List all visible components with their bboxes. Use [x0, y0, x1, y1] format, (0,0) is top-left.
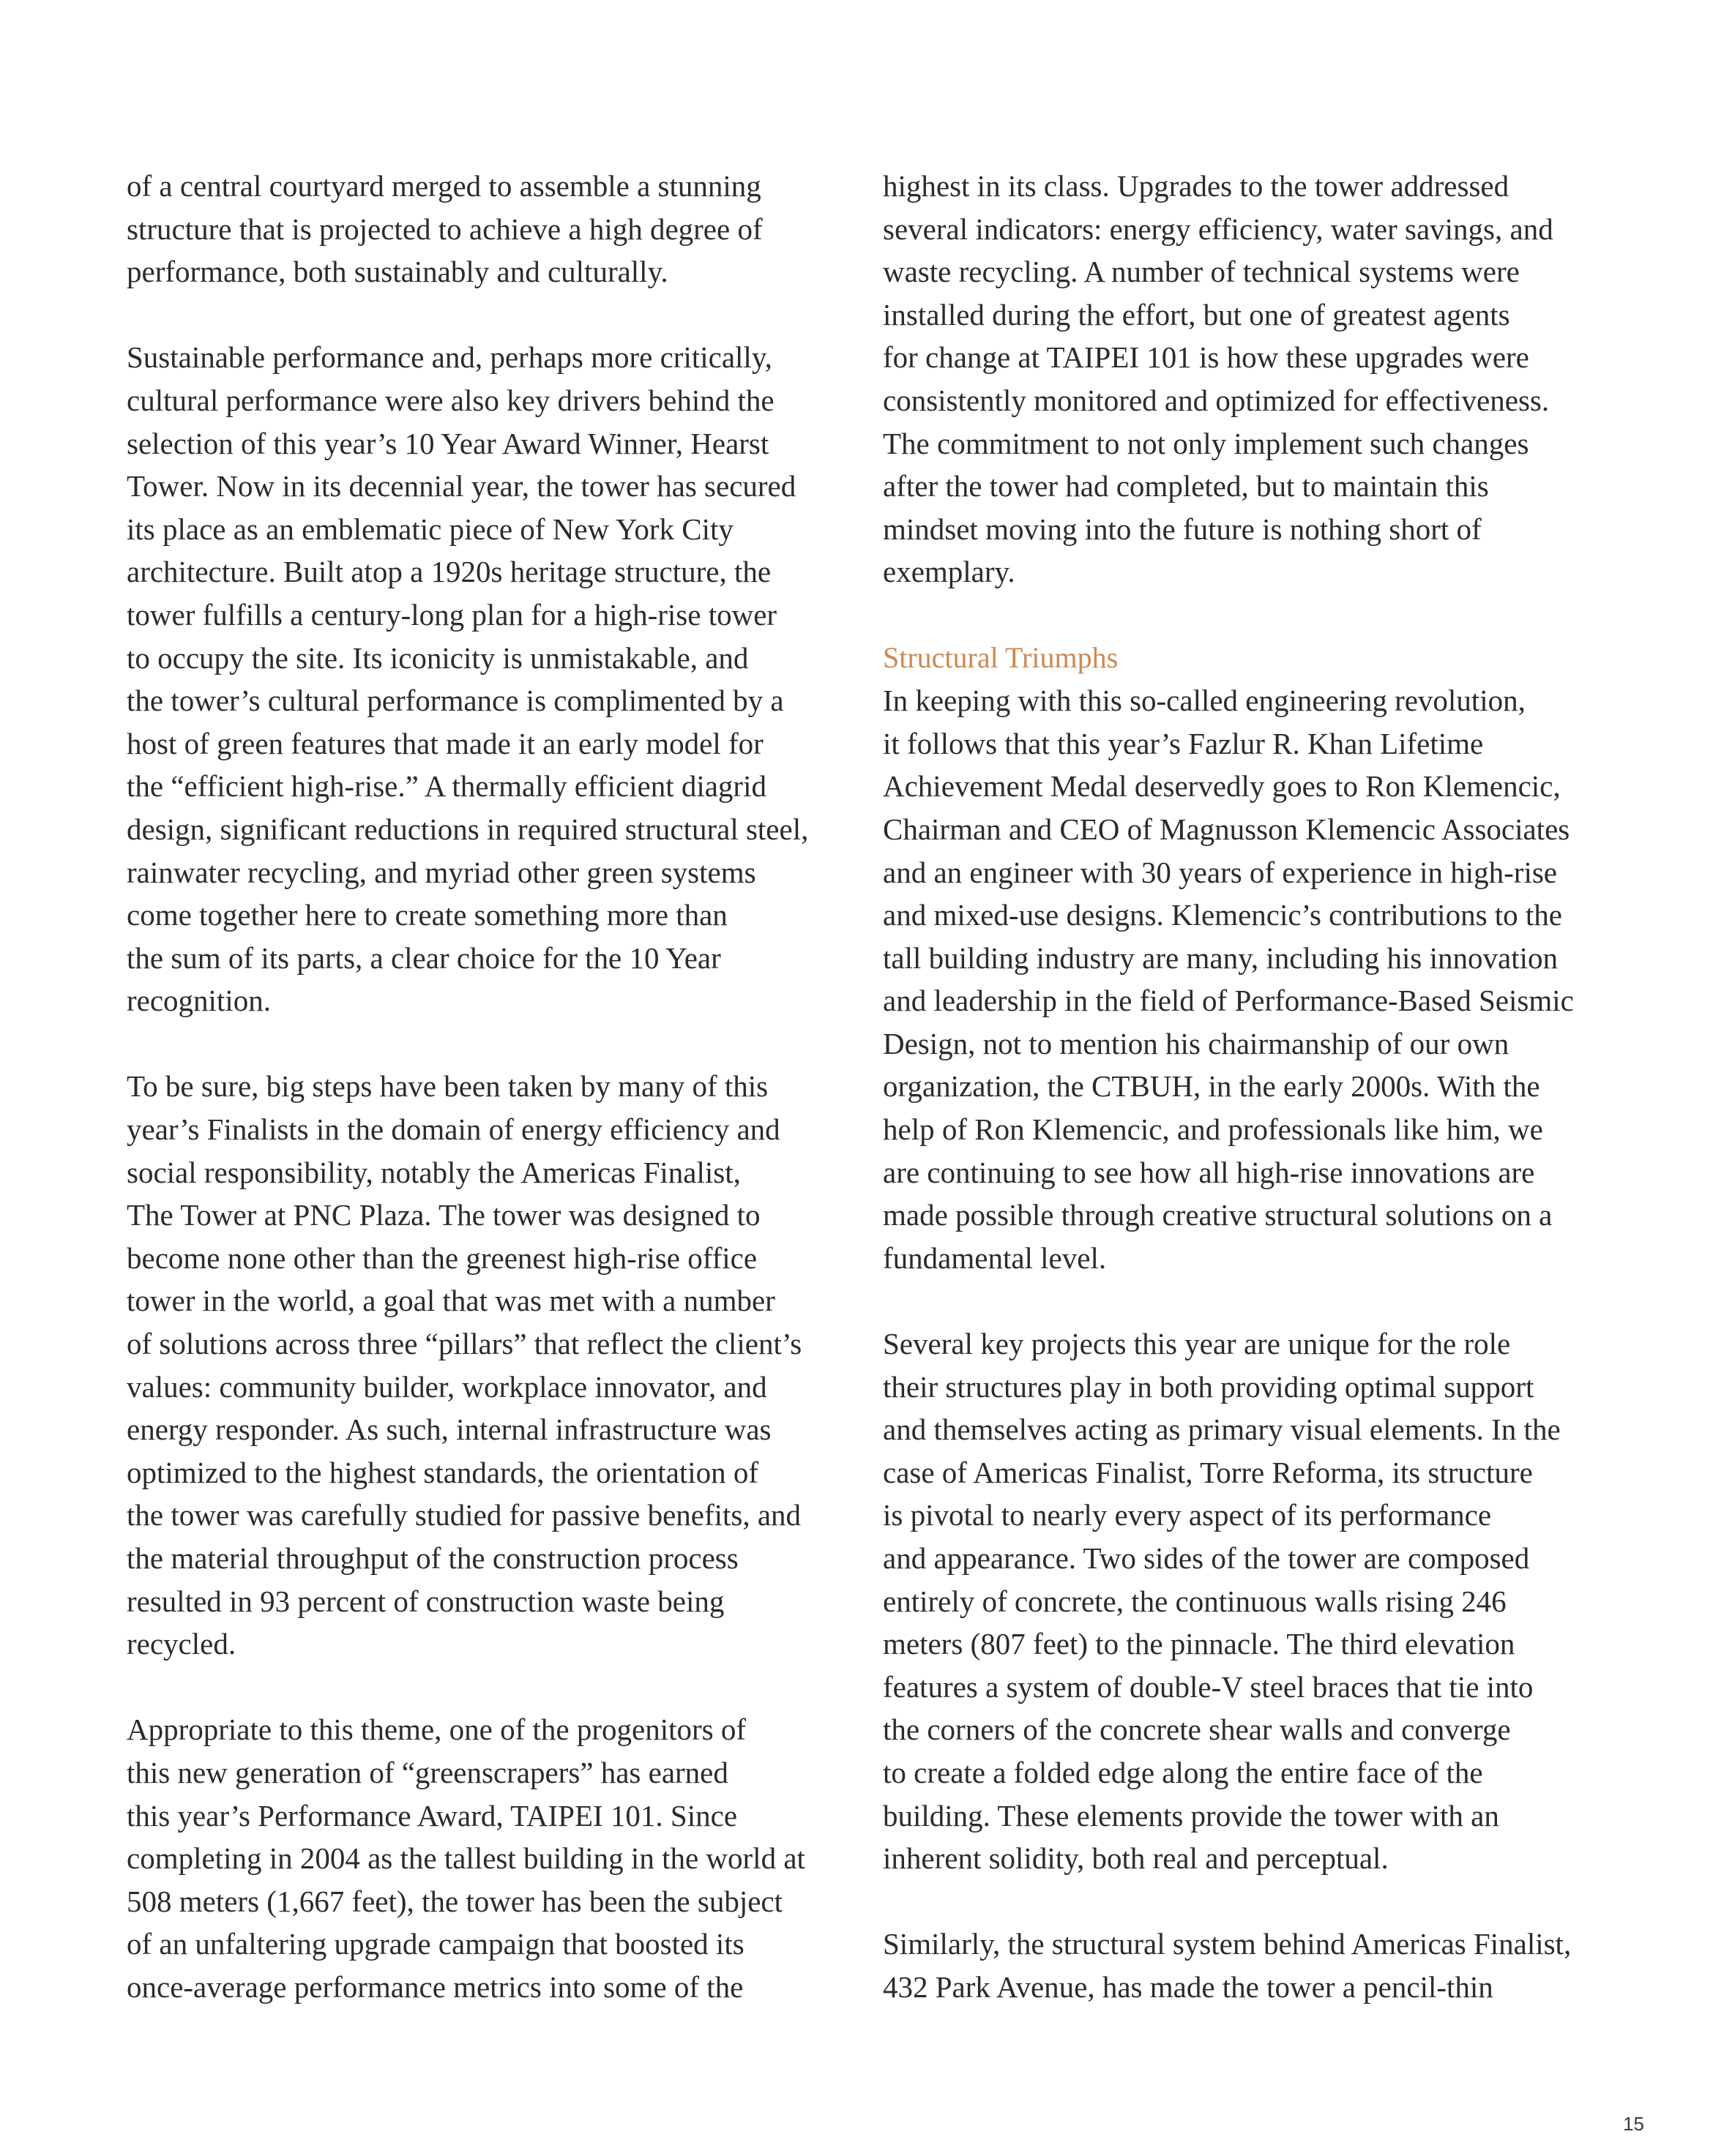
text-line: Similarly, the structural system behind Americas Finalist, — [883, 1927, 1572, 1961]
text-line: exemplary. — [883, 555, 1015, 589]
text-line: fundamental level. — [883, 1240, 1107, 1275]
text-line: Tower. Now in its decennial year, the tower has secured — [127, 469, 796, 504]
text-line: tower in the world, a goal that was met with a number — [127, 1284, 775, 1318]
text-line: The commitment to not only implement such changes — [883, 426, 1529, 460]
text-line: values: community builder, workplace innovator, and — [127, 1369, 767, 1404]
text-line: meters (807 feet) to the pinnacle. The third elevation — [883, 1627, 1515, 1661]
paragraph-taipei-101 — [127, 1708, 805, 2008]
text-line: recognition. — [127, 984, 271, 1018]
text-line: Appropriate to this theme, one of the progenitors of — [127, 1713, 746, 1747]
text-line: mindset moving into the future is nothing short of — [883, 512, 1482, 546]
section-heading: Structural Triumphs — [883, 640, 1119, 674]
text-line: the sum of its parts, a clear choice for the 10 Year — [127, 940, 721, 975]
text-line: are continuing to see how all high-rise innovations are — [883, 1155, 1535, 1189]
text-line: and leadership in the field of Performance-Based Seismic — [883, 984, 1574, 1018]
text-line: and themselves acting as primary visual elements. In the — [883, 1412, 1561, 1447]
text-line: architecture. Built atop a 1920s heritage structure, the — [127, 555, 772, 589]
text-line: tower fulfills a century-long plan for a high-rise tower — [127, 597, 777, 632]
text-line: made possible through creative structural solutions on a — [883, 1198, 1553, 1232]
text-line: their structures play in both providing optimal support — [883, 1369, 1534, 1404]
text-line: help of Ron Klemencic, and professionals like him, we — [883, 1112, 1543, 1147]
text-line: of an unfaltering upgrade campaign that boosted its — [127, 1927, 744, 1961]
left-column — [127, 165, 809, 2009]
text-line: this new generation of “greenscrapers” has earned — [127, 1755, 728, 1789]
text-line: optimized to the highest standards, the orientation of — [127, 1455, 759, 1489]
text-line: the material throughput of the construction process — [127, 1541, 739, 1575]
text-line: structure that is projected to achieve a high degree of — [127, 212, 763, 246]
text-line: this year’s Performance Award, TAIPEI 101. Since — [127, 1798, 738, 1833]
text-line: to occupy the site. Its iconicity is unmistakable, and — [127, 640, 749, 675]
text-line: year’s Finalists in the domain of energy efficiency and — [127, 1112, 780, 1147]
text-line: of a central courtyard merged to assemble a stunning — [127, 169, 761, 203]
text-line: installed during the effort, but one of greatest agents — [883, 297, 1510, 332]
text-line: of solutions across three “pillars” that reflect the client’s — [127, 1327, 802, 1361]
text-line: and mixed-use designs. Klemencic’s contributions to the — [883, 898, 1563, 932]
text-line: features a system of double-V steel braces that tie into — [883, 1669, 1534, 1704]
text-line: the tower’s cultural performance is complimented by a — [127, 684, 784, 718]
text-line: is pivotal to nearly every aspect of its performance — [883, 1498, 1492, 1532]
text-line: To be sure, big steps have been taken by many of this — [127, 1069, 769, 1104]
paragraph-pnc-plaza — [127, 1065, 800, 1665]
text-line: its place as an emblematic piece of New York City — [127, 512, 734, 546]
text-line: waste recycling. A number of technical systems were — [883, 255, 1520, 289]
text-line: building. These elements provide the tower with an — [883, 1798, 1499, 1833]
text-line: case of Americas Finalist, Torre Reforma, its structure — [883, 1455, 1533, 1489]
text-line: The Tower at PNC Plaza. The tower was designed to — [127, 1198, 761, 1232]
text-line: the tower was carefully studied for passive benefits, and — [127, 1498, 802, 1532]
text-line: Achievement Medal deservedly goes to Ron Klemencic, — [883, 769, 1561, 804]
text-line: 508 meters (1,667 feet), the tower has been the subject — [127, 1884, 783, 1918]
text-line: the corners of the concrete shear walls and converge — [883, 1713, 1511, 1747]
text-line: the “efficient high-rise.” A thermally efficient diagrid — [127, 769, 766, 804]
text-line: it follows that this year’s Fazlur R. Khan Lifetime — [883, 726, 1484, 760]
paragraph-432-park — [883, 1923, 1572, 2008]
text-line: entirely of concrete, the continuous walls rising 246 — [883, 1584, 1507, 1618]
paragraph-hearst-tower — [127, 336, 809, 1022]
text-line: after the tower had completed, but to maintain this — [883, 469, 1489, 504]
paragraph-klemencic — [883, 679, 1574, 1279]
text-line: for change at TAIPEI 101 is how these upgrades were — [883, 340, 1529, 375]
text-line: highest in its class. Upgrades to the tower addressed — [883, 169, 1509, 203]
page-number: 15 — [1623, 2113, 1644, 2135]
text-line: to create a folded edge along the entire face of the — [883, 1755, 1483, 1789]
text-line: several indicators: energy efficiency, water savings, and — [883, 212, 1553, 246]
text-line: once-average performance metrics into some of the — [127, 1969, 744, 2004]
text-line: energy responder. As such, internal infrastructure was — [127, 1412, 772, 1447]
text-line: Chairman and CEO of Magnusson Klemencic Associates — [883, 812, 1570, 846]
text-line: consistently monitored and optimized for effectiveness. — [883, 383, 1550, 417]
text-line: social responsibility, notably the Americas Finalist, — [127, 1155, 741, 1189]
text-line: become none other than the greenest high-rise office — [127, 1240, 758, 1275]
paragraph-torre-reforma — [883, 1322, 1564, 1880]
text-line: organization, the CTBUH, in the early 2000s. With the — [883, 1069, 1540, 1104]
right-column — [883, 165, 1574, 2009]
text-line: design, significant reductions in required structural steel, — [127, 812, 809, 846]
text-line: rainwater recycling, and myriad other green systems — [127, 855, 756, 889]
text-line: In keeping with this so-called engineering revolution, — [883, 684, 1526, 718]
text-line: recycled. — [127, 1627, 236, 1661]
text-line: resulted in 93 percent of construction waste being — [127, 1584, 725, 1618]
text-line: 432 Park Avenue, has made the tower a pencil-thin — [883, 1969, 1493, 2004]
text-line: Sustainable performance and, perhaps more critically, — [127, 340, 772, 375]
text-line: Several key projects this year are unique for the role — [883, 1327, 1511, 1361]
text-line: and an engineer with 30 years of experience in high-rise — [883, 855, 1557, 889]
text-line: completing in 2004 as the tallest building in the world at — [127, 1841, 805, 1876]
paragraph-courtyard — [127, 165, 800, 293]
text-line: performance, both sustainably and culturally. — [127, 255, 668, 289]
paragraph-taipei-continued — [883, 165, 1564, 594]
text-line: selection of this year’s 10 Year Award Winner, Hearst — [127, 426, 769, 460]
text-line: cultural performance were also key drivers behind the — [127, 383, 775, 417]
text-line: and appearance. Two sides of the tower are composed — [883, 1541, 1530, 1575]
text-line: host of green features that made it an early model for — [127, 726, 764, 760]
text-line: Design, not to mention his chairmanship of our own — [883, 1026, 1509, 1060]
text-line: come together here to create something more than — [127, 898, 728, 932]
text-line: tall building industry are many, including his innovation — [883, 940, 1558, 975]
text-line: inherent solidity, both real and perceptual. — [883, 1841, 1389, 1876]
